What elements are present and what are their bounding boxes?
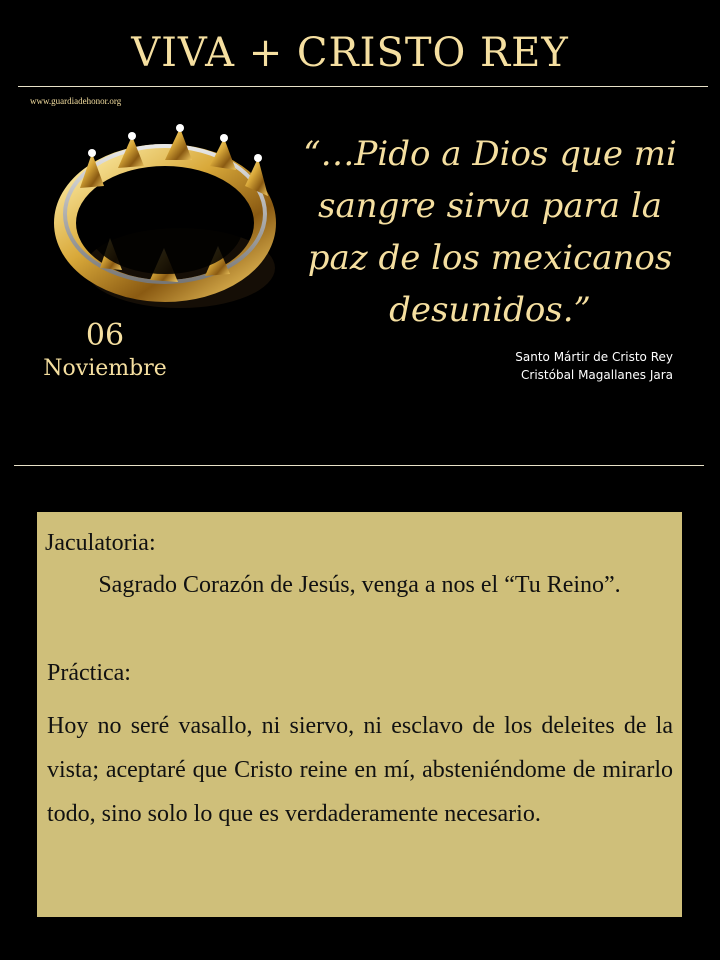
quote-text: “…Pido a Dios que mi sangre sirva para la paz de los mexicanos desunidos.”: [303, 134, 677, 330]
date-day: 06: [85, 318, 125, 353]
practica-text: Hoy no seré vasallo, ni siervo, ni esclavo de los deleites de la vista; aceptaré que Cristo reine en mí, absteniéndome de mirarlo todo, sino solo lo que es verdaderamente necesario.: [47, 713, 673, 827]
devotion-panel: [37, 512, 682, 917]
practica-label: Práctica:: [47, 660, 131, 686]
page-title: VIVA + CRISTO REY: [131, 30, 569, 76]
crown-ring-icon: [40, 118, 290, 318]
date-month: Noviembre: [43, 356, 167, 381]
attribution-line-2: Cristóbal Magallanes Jara: [521, 368, 673, 382]
middle-divider: [14, 465, 704, 466]
website-link[interactable]: www.guardiadehonor.org: [30, 96, 122, 106]
jaculatoria-label: Jaculatoria:: [45, 530, 156, 556]
quote-attribution: [470, 348, 673, 384]
crown-ring-image: [40, 118, 290, 318]
top-divider: [18, 86, 708, 87]
jaculatoria-text: Sagrado Corazón de Jesús, venga a nos el “Tu Reino”.: [98, 572, 621, 598]
attribution-line-1: Santo Mártir de Cristo Rey: [515, 350, 673, 364]
